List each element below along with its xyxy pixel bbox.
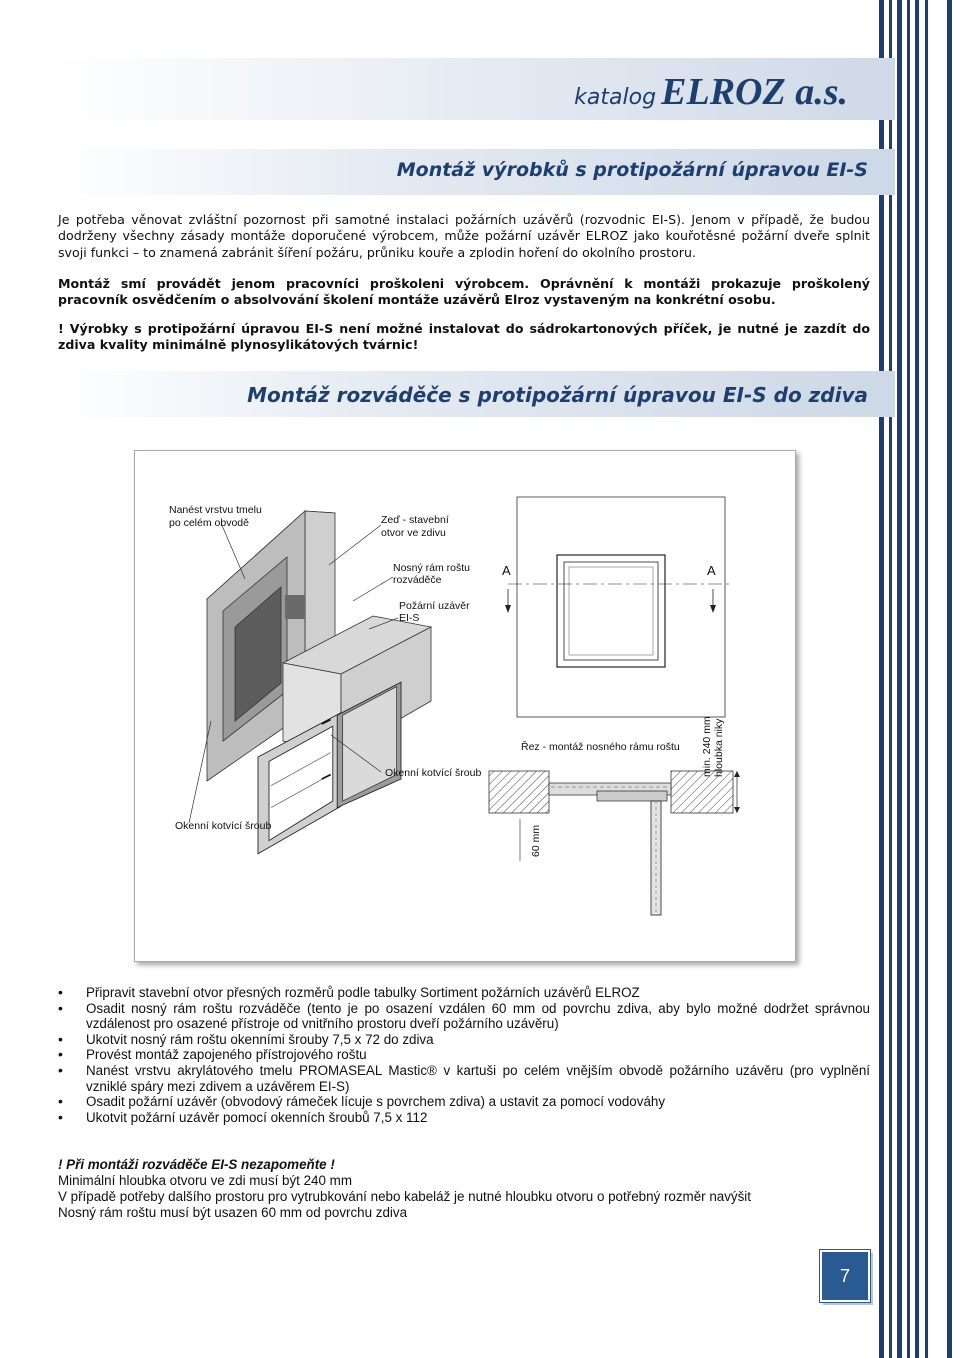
warning-paragraph: ! Výrobky s protipožární úpravou EI-S není možné instalovat do sádrokartonových příček, je nutné je zazdít do zdiva kvality minimálně plynosylikátových tvárnic!	[58, 321, 870, 353]
closure-label: EI-S	[399, 612, 420, 624]
closure-label: Požární uzávěr	[399, 600, 470, 612]
brand-name: ELROZ a.s.	[661, 71, 848, 113]
frame-label: rozváděče	[393, 574, 442, 586]
steps-list	[58, 985, 870, 1125]
list-item: • Připravit stavební otvor přesných rozměrů podle tabulky Sortiment požárních uzávěrů ELROZ	[58, 985, 870, 1001]
page-number: 7	[820, 1250, 870, 1302]
section-mark-right: A	[707, 563, 716, 578]
installation-diagram	[134, 450, 796, 962]
note-line: Nosný rám roštu musí být usazen 60 mm od povrchu zdiva	[58, 1205, 408, 1220]
decor-line	[907, 0, 910, 1358]
notes-block	[58, 1157, 870, 1221]
list-item: • Ukotvit požární uzávěr pomocí okenních šroubů 7,5 x 112	[58, 1110, 870, 1126]
depth-label: hloubka niky	[713, 718, 725, 777]
section-title: Montáž výrobků s protipožární úpravou EI-S	[396, 159, 868, 181]
decor-line	[947, 0, 952, 1358]
wall-label: Zeď - stavební	[381, 514, 449, 526]
section-mark-left: A	[502, 563, 511, 578]
offset-label: 60 mm	[530, 824, 542, 857]
depth-label: min. 240 mm	[701, 716, 713, 777]
decor-line	[915, 0, 919, 1358]
section-title: Montáž rozváděče s protipožární úpravou EI-S do zdiva	[247, 383, 868, 407]
brand	[574, 70, 848, 114]
section-view	[489, 771, 740, 915]
note-line: Minimální hloubka otvoru ve zdi musí být 240 mm	[58, 1173, 352, 1188]
section-view-label: Řez - montáž nosného rámu roštu	[521, 741, 680, 753]
putty-label: Nanést vrstvu tmelu	[169, 504, 262, 516]
frame-label: Nosný rám roštu	[393, 562, 471, 574]
brand-prefix: katalog	[574, 85, 657, 110]
screw-label-right: Okenní kotvící šroub	[385, 767, 482, 779]
decor-line	[897, 0, 902, 1358]
intro-paragraph: Je potřeba věnovat zvláštní pozornost při samotné instalaci požárních uzávěrů (rozvodnic EI-S). Jenom v případě, že budou dodrženy všechny zásady montáže doporučené výrobcem, může požární uzávěr ELROZ jako kouřotěsné požární dveře splnit svoji funkci – to znamená zabránit šíření požáru, průniku kouře a zplodin hoření do okolního prostoru.	[58, 212, 870, 260]
decor-line	[879, 0, 884, 1358]
screw-label-left: Okenní kotvící šroub	[175, 820, 272, 832]
list-item: • Provést montáž zapojeného přístrojového roštu	[58, 1047, 870, 1063]
front-view	[505, 497, 731, 717]
list-item: • Osadit požární uzávěr (obvodový rámeček lícuje s povrchem zdiva) a ustavit za pomocí vodováhy	[58, 1094, 870, 1110]
decor-line	[889, 0, 892, 1358]
list-item: • Osadit nosný rám roštu rozváděče (tento je po osazení vzdálen 60 mm od povrchu zdiva, aby bylo možné dodržet správnou vzdálenost pro osazené přístroje od vnitřního prostoru dveří požárního uzávěru)	[58, 1001, 870, 1032]
wall-label: otvor ve zdivu	[381, 527, 446, 539]
list-item: • Ukotvit nosný rám roštu okenními šrouby 7,5 x 72 do zdiva	[58, 1032, 870, 1048]
notes-title: ! Při montáži rozváděče EI-S nezapomeňte !	[58, 1157, 335, 1172]
training-paragraph: Montáž smí provádět jenom pracovníci proškoleni výrobcem. Oprávnění k montáži prokazuje proškolený pracovník osvědčením o absolvování školení montáže uzávěrů Elroz vystaveným na konkrétní osobu.	[58, 276, 870, 308]
note-line: V případě potřeby dalšího prostoru pro vytrubkování nebo kabeláž je nutné hloubku otvoru o potřebný rozměr navýšit	[58, 1189, 752, 1204]
list-item: • Nanést vrstvu akrylátového tmelu PROMASEAL Mastic® v kartuši po celém vnějším obvodě požárního uzávěru (pro vyplnění vzniklé spáry mezi zdivem a uzávěrem EI-S)	[58, 1063, 870, 1094]
putty-label: po celém obvodě	[169, 517, 249, 529]
decor-line	[925, 0, 928, 1358]
